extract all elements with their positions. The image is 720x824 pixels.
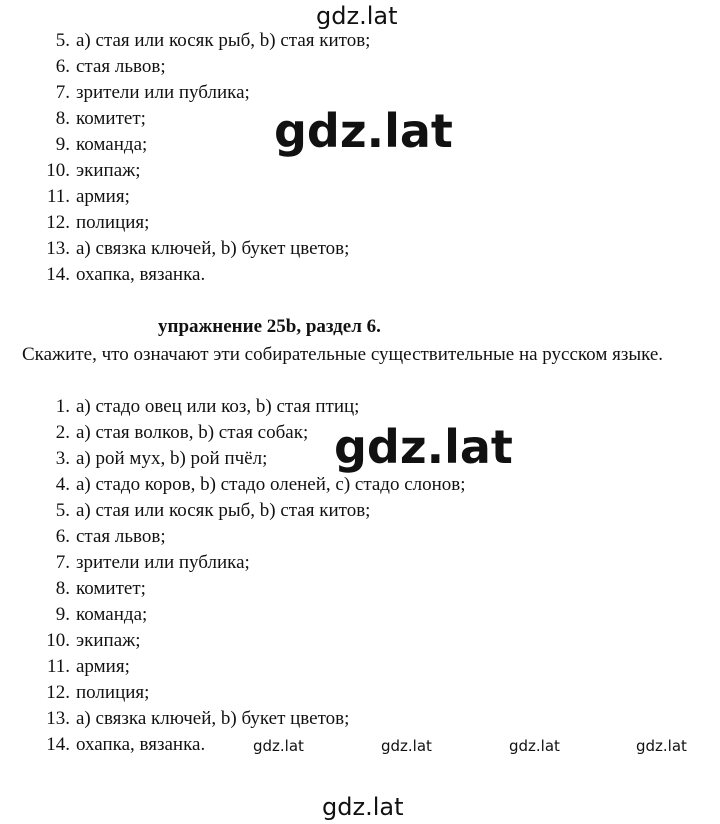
item-number: 7. (55, 82, 70, 103)
watermark-small: gdz.lat (636, 737, 687, 755)
item-number: 5. (55, 500, 70, 521)
item-number: 2. (55, 422, 70, 443)
item-text: экипаж; (76, 160, 141, 181)
item-text: полиция; (76, 682, 150, 703)
item-text: a) рой мух, b) рой пчёл; (76, 448, 268, 469)
list-item (40, 54, 370, 80)
item-text: армия; (76, 656, 130, 677)
list-item (40, 628, 466, 654)
list-item (40, 576, 466, 602)
item-text: экипаж; (76, 630, 141, 651)
item-text: комитет; (76, 578, 146, 599)
watermark-small: gdz.lat (253, 737, 304, 755)
list-item (40, 680, 466, 706)
watermark-large: gdz.lat (334, 420, 513, 474)
item-text: армия; (76, 186, 130, 207)
list-item (40, 184, 370, 210)
watermark-bottom: gdz.lat (322, 793, 404, 821)
item-number: 6. (55, 56, 70, 77)
list-item (40, 80, 370, 106)
item-text: зрители или публика; (76, 82, 250, 103)
item-number: 14. (46, 734, 70, 755)
watermark-large: gdz.lat (274, 104, 453, 158)
list-item (40, 236, 370, 262)
item-text: a) стая или косяк рыб, b) стая китов; (76, 30, 371, 51)
item-number: 14. (46, 264, 70, 285)
watermark-small: gdz.lat (509, 737, 560, 755)
list-item (40, 472, 466, 498)
list-item (40, 28, 370, 54)
item-text: зрители или публика; (76, 552, 250, 573)
item-number: 10. (46, 160, 70, 181)
item-text: охапка, вязанка. (76, 734, 206, 755)
item-number: 8. (55, 578, 70, 599)
item-text: стая львов; (76, 526, 166, 547)
list-item (40, 602, 466, 628)
item-text: охапка, вязанка. (76, 264, 206, 285)
answer-list-continued (40, 28, 370, 288)
exercise-heading: упражнение 25b, раздел 6. (158, 316, 381, 337)
item-number: 8. (55, 108, 70, 129)
item-text: команда; (76, 604, 148, 625)
list-item (40, 550, 466, 576)
list-item (40, 210, 370, 236)
list-item (40, 394, 466, 420)
item-text: a) стадо коров, b) стадо оленей, c) стадо слонов; (76, 474, 466, 495)
list-item (40, 158, 370, 184)
item-number: 12. (46, 682, 70, 703)
item-number: 13. (46, 238, 70, 259)
list-item (40, 706, 466, 732)
item-text: полиция; (76, 212, 150, 233)
watermark-small: gdz.lat (381, 737, 432, 755)
item-text: a) стая волков, b) стая собак; (76, 422, 309, 443)
item-text: a) стадо овец или коз, b) стая птиц; (76, 396, 360, 417)
item-text: команда; (76, 134, 148, 155)
item-text: a) стая или косяк рыб, b) стая китов; (76, 500, 371, 521)
item-number: 7. (55, 552, 70, 573)
item-number: 6. (55, 526, 70, 547)
exercise-instruction: Скажите, что означают эти собирательные существительные на русском языке. (22, 344, 664, 365)
item-number: 4. (55, 474, 70, 495)
list-item (40, 654, 466, 680)
list-item (40, 524, 466, 550)
item-number: 10. (46, 630, 70, 651)
item-number: 1. (55, 396, 70, 417)
item-number: 11. (46, 186, 70, 207)
item-text: a) связка ключей, b) букет цветов; (76, 238, 350, 259)
item-text: комитет; (76, 108, 146, 129)
item-number: 9. (55, 604, 70, 625)
item-text: a) связка ключей, b) букет цветов; (76, 708, 350, 729)
item-number: 9. (55, 134, 70, 155)
item-number: 5. (55, 30, 70, 51)
list-item (40, 498, 466, 524)
item-text: стая львов; (76, 56, 166, 77)
item-number: 11. (46, 656, 70, 677)
item-number: 3. (55, 448, 70, 469)
list-item (40, 262, 370, 288)
item-number: 13. (46, 708, 70, 729)
item-number: 12. (46, 212, 70, 233)
watermark-top: gdz.lat (316, 2, 398, 30)
